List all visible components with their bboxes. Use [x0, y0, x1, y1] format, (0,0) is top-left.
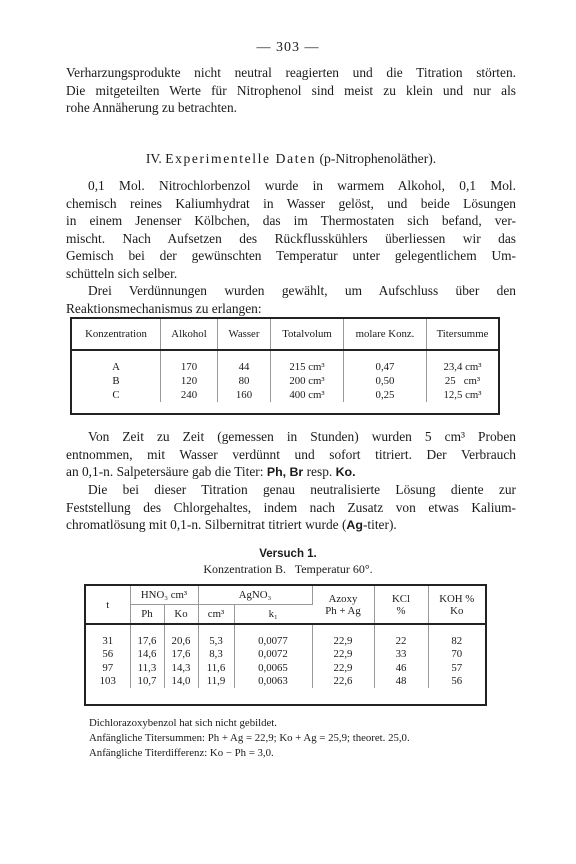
section-subtitle: (p-Nitrophenoläther).	[319, 151, 437, 166]
table-cell: 46	[374, 661, 428, 675]
table-cell: 22,9	[312, 661, 374, 675]
text-line: entnommen, mit Wasser verdünnt und sofort titriert. Der Verbrauch	[66, 446, 516, 462]
table-cell: 44	[218, 350, 271, 374]
table-cell: A	[72, 350, 161, 374]
table-cell: 56	[86, 648, 130, 662]
table-cell: 23,4 cm³	[443, 361, 482, 373]
paragraph-dilutions	[66, 282, 516, 317]
titer-ag-label: Ag	[346, 518, 363, 532]
experiment-title: Versuch 1.	[259, 548, 317, 560]
column-header: HNO₃ cm³	[130, 586, 198, 605]
text-line	[66, 463, 516, 482]
table-row	[86, 675, 485, 689]
table-row	[72, 388, 498, 402]
table-cell: 22	[374, 624, 428, 648]
table-cell: 56	[451, 675, 463, 688]
titer-br-label: Br	[289, 465, 304, 479]
table-cell: 22,9	[312, 624, 374, 648]
column-header: AgNO₃	[198, 586, 312, 605]
column-header	[312, 586, 374, 624]
note-line: Dichlorazoxybenzol hat sich nicht gebildet.	[89, 717, 277, 729]
table-header-row	[72, 319, 498, 350]
table-cell: 160	[218, 388, 271, 402]
table-row	[72, 350, 498, 374]
table-cell: 10,7	[130, 675, 164, 689]
text-segment: -titer).	[362, 517, 397, 532]
text-line: Die mitgeteilten Werte für Nitrophenol sind meist zu klein und nur als	[66, 82, 516, 98]
intro-paragraph	[66, 64, 516, 117]
table-cell: 103	[86, 675, 130, 689]
table-cell: 17,6	[130, 624, 164, 648]
table-cell: 400 cm³	[271, 388, 344, 402]
table-cell: B	[72, 374, 161, 388]
paragraph-procedure	[66, 177, 516, 282]
column-header: Ph	[130, 605, 164, 625]
table-cell: 17,6	[164, 648, 198, 662]
table-cell: 120	[161, 374, 218, 388]
section-title: Experimentelle Daten	[165, 151, 317, 166]
table-cell: 0,50	[344, 374, 427, 388]
column-header: k₁	[234, 605, 312, 625]
section-number: IV.	[145, 151, 162, 166]
note-line: Anfängliche Titersummen: Ph + Ag = 22,9; Ko + Ag = 25,9; theoret. 25,0.	[89, 732, 410, 744]
header-label: Ph + Ag	[325, 604, 361, 617]
text-segment: resp.	[303, 464, 336, 479]
table-cell: 14,3	[164, 661, 198, 675]
text-line: mischt. Nach Aufsetzen des Rückflusskühlers überliessen wir das	[66, 230, 516, 246]
table-cell: 22,6	[312, 675, 374, 689]
table-cell: 70	[451, 648, 463, 661]
text-line: chemisch reines Kaliumhydrat in Wasser gelöst, und beide Lösungen	[66, 195, 516, 211]
table-cell: 5,3	[198, 624, 234, 648]
table-cell: 11,6	[198, 661, 234, 675]
column-header: t	[86, 586, 130, 624]
table-cell: C	[72, 388, 161, 402]
text-line: Reaktionsmechanismus zu erlangen:	[66, 300, 262, 316]
column-header: molare Konz.	[344, 319, 427, 350]
table-notes	[89, 716, 410, 761]
table-cell: 80	[218, 374, 271, 388]
column-header: Ko	[164, 605, 198, 625]
table-cell: 0,25	[344, 388, 427, 402]
text-line: rohe Annäherung zu betrachten.	[66, 100, 238, 115]
table-cell: 14,0	[164, 675, 198, 689]
table-cell: 33	[374, 648, 428, 662]
experiment-table	[84, 584, 487, 706]
text-line: in einem Jenenser Kölbchen, das im Thermostaten sich befand, ver-	[66, 213, 516, 228]
table-cell: 240	[161, 388, 218, 402]
table-cell: 14,6	[130, 648, 164, 662]
table-cell: 0,47	[344, 350, 427, 374]
table-cell: 82	[451, 634, 463, 647]
text-line: Die bei dieser Titration genau neutralisierte Lösung diente zur	[88, 482, 516, 497]
text-line: Gemisch bei der gewünschten Temperatur unter gelegentlichem Um-	[66, 248, 516, 263]
table-cell: 0,0072	[234, 648, 312, 662]
titer-ph-label: Ph,	[266, 465, 287, 479]
section-heading	[66, 151, 516, 167]
note-line: Anfängliche Titerdifferenz: Ko − Ph = 3,0.	[89, 747, 274, 759]
table-cell: 22,9	[312, 648, 374, 662]
text-line: schütteln sich selber.	[66, 265, 178, 281]
table-row	[86, 661, 485, 675]
header-label: KOH %	[439, 592, 475, 605]
table-cell: 57	[451, 661, 463, 674]
paragraph-sampling	[66, 428, 516, 482]
text-line: Verharzungsprodukte nicht neutral reagierten und die Titration störten.	[66, 65, 516, 80]
column-header: Alkohol	[161, 319, 218, 350]
text-segment: chromatlösung mit 0,1-n. Silbernitrat titriert wurde (	[66, 517, 347, 532]
table-row	[86, 648, 485, 662]
table-cell: 0,0065	[234, 661, 312, 675]
header-label: Ko	[450, 604, 464, 617]
table-cell: 200 cm³	[271, 374, 344, 388]
header-label: KCl	[392, 592, 410, 605]
table-cell: 31	[86, 624, 130, 648]
table-cell: 0,0077	[234, 624, 312, 648]
text-line: 0,1 Mol. Nitrochlorbenzol wurde in warmem Alkohol, 0,1 Mol.	[88, 178, 516, 193]
text-line: Drei Verdünnungen wurden gewählt, um Aufschluss über den	[88, 283, 516, 298]
table-row	[86, 624, 485, 648]
header-label: Azoxy	[328, 592, 358, 605]
text-line: Feststellung des Chlorgehaltes, indem nach Zusatz von etwas Kalium-	[66, 499, 516, 515]
table-cell: 11,9	[198, 675, 234, 689]
table-cell: 11,3	[130, 661, 164, 675]
column-header	[428, 586, 485, 624]
text-segment: an 0,1-n. Salpetersäure gab die Titer:	[66, 464, 267, 479]
table-cell: 25 cm³	[444, 375, 481, 387]
column-header: Titersumme	[427, 319, 499, 350]
experiment-subtitle: Konzentration B. Temperatur 60°.	[203, 562, 373, 576]
table-cell: 0,0063	[234, 675, 312, 689]
table-header-row	[86, 586, 485, 605]
table-cell: 215 cm³	[271, 350, 344, 374]
table-cell: 20,6	[164, 624, 198, 648]
column-header: Konzentration	[72, 319, 161, 350]
table-cell: 8,3	[198, 648, 234, 662]
table-row	[72, 374, 498, 388]
table-cell: 12,5 cm³	[443, 389, 482, 401]
column-header: Totalvolum	[271, 319, 344, 350]
titer-ko-label: Ko.	[335, 465, 356, 479]
table-cell: 97	[86, 661, 130, 675]
text-line: Von Zeit zu Zeit (gemessen in Stunden) wurden 5 cm³ Proben	[88, 429, 516, 444]
header-label: %	[396, 604, 406, 617]
column-header: Wasser	[218, 319, 271, 350]
page-number: — 303 —	[256, 40, 320, 55]
column-header: cm³	[198, 605, 234, 625]
dilution-table	[70, 317, 500, 415]
table-cell: 48	[374, 675, 428, 689]
column-header	[374, 586, 428, 624]
table-cell: 170	[161, 350, 218, 374]
text-line	[66, 516, 516, 535]
paragraph-chlorine	[66, 481, 516, 535]
